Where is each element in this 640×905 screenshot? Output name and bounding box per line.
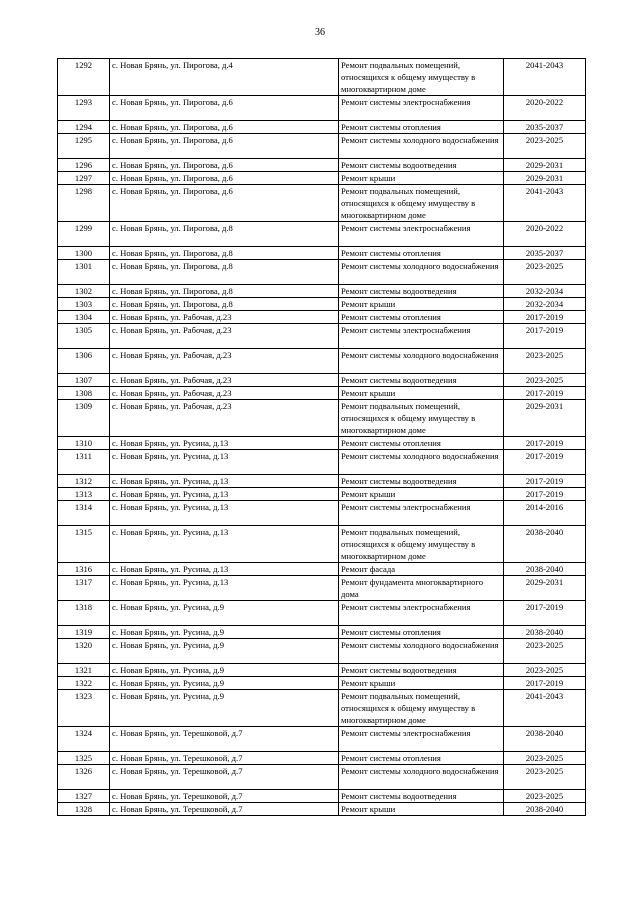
- address-cell: с. Новая Брянь, ул. Рабочая, д.23: [110, 400, 339, 437]
- table-row: [58, 159, 586, 172]
- work-type-cell: Ремонт системы электроснабжения: [339, 96, 504, 121]
- row-number: 1328: [58, 803, 110, 816]
- work-type-cell: Ремонт подвальных помещений, относящихся к общему имуществу в многоквартирном доме: [339, 400, 504, 437]
- row-number: 1314: [58, 501, 110, 526]
- period-cell: 2029-2031: [504, 159, 586, 172]
- table-row: [58, 349, 586, 374]
- row-number: 1294: [58, 121, 110, 134]
- address-cell: с. Новая Брянь, ул. Пирогова, д.8: [110, 298, 339, 311]
- period-cell: 2023-2025: [504, 260, 586, 285]
- period-cell: 2014-2016: [504, 501, 586, 526]
- work-type-cell: Ремонт крыши: [339, 172, 504, 185]
- period-cell: 2038-2040: [504, 626, 586, 639]
- row-number: 1307: [58, 374, 110, 387]
- row-number: 1313: [58, 488, 110, 501]
- address-cell: с. Новая Брянь, ул. Русина, д.9: [110, 690, 339, 727]
- address-cell: с. Новая Брянь, ул. Терешковой, д.7: [110, 765, 339, 790]
- period-cell: 2017-2019: [504, 475, 586, 488]
- row-number: 1310: [58, 437, 110, 450]
- period-cell: 2017-2019: [504, 324, 586, 349]
- address-cell: с. Новая Брянь, ул. Терешковой, д.7: [110, 790, 339, 803]
- period-cell: 2023-2025: [504, 752, 586, 765]
- row-number: 1304: [58, 311, 110, 324]
- work-type-cell: Ремонт системы водоотведения: [339, 790, 504, 803]
- table-row: [58, 664, 586, 677]
- row-number: 1303: [58, 298, 110, 311]
- work-type-cell: Ремонт крыши: [339, 387, 504, 400]
- table-row: [58, 185, 586, 222]
- work-type-cell: Ремонт системы отопления: [339, 311, 504, 324]
- period-cell: 2041-2043: [504, 690, 586, 727]
- row-number: 1325: [58, 752, 110, 765]
- work-type-cell: Ремонт системы отопления: [339, 121, 504, 134]
- work-type-cell: Ремонт крыши: [339, 488, 504, 501]
- table-row: [58, 298, 586, 311]
- work-type-cell: Ремонт системы отопления: [339, 626, 504, 639]
- period-cell: 2017-2019: [504, 437, 586, 450]
- period-cell: 2032-2034: [504, 298, 586, 311]
- period-cell: 2038-2040: [504, 727, 586, 752]
- address-cell: с. Новая Брянь, ул. Русина, д.13: [110, 563, 339, 576]
- period-cell: 2023-2025: [504, 790, 586, 803]
- work-type-cell: Ремонт фундамента многоквартирного дома: [339, 576, 504, 601]
- row-number: 1321: [58, 664, 110, 677]
- address-cell: с. Новая Брянь, ул. Терешковой, д.7: [110, 727, 339, 752]
- table-row: [58, 222, 586, 247]
- period-cell: 2038-2040: [504, 563, 586, 576]
- row-number: 1326: [58, 765, 110, 790]
- row-number: 1292: [58, 59, 110, 96]
- period-cell: 2023-2025: [504, 639, 586, 664]
- period-cell: 2038-2040: [504, 526, 586, 563]
- work-type-cell: Ремонт подвальных помещений, относящихся к общему имуществу в многоквартирном доме: [339, 59, 504, 96]
- table-row: [58, 639, 586, 664]
- work-type-cell: Ремонт системы водоотведения: [339, 159, 504, 172]
- table-row: [58, 626, 586, 639]
- period-cell: 2023-2025: [504, 765, 586, 790]
- address-cell: с. Новая Брянь, ул. Пирогова, д.6: [110, 172, 339, 185]
- work-type-cell: Ремонт системы электроснабжения: [339, 601, 504, 626]
- period-cell: 2017-2019: [504, 601, 586, 626]
- table-row: [58, 601, 586, 626]
- work-type-cell: Ремонт системы электроснабжения: [339, 222, 504, 247]
- table-row: [58, 765, 586, 790]
- period-cell: 2023-2025: [504, 134, 586, 159]
- row-number: 1322: [58, 677, 110, 690]
- table-row: [58, 59, 586, 96]
- row-number: 1309: [58, 400, 110, 437]
- period-cell: 2029-2031: [504, 172, 586, 185]
- row-number: 1315: [58, 526, 110, 563]
- address-cell: с. Новая Брянь, ул. Пирогова, д.8: [110, 285, 339, 298]
- row-number: 1317: [58, 576, 110, 601]
- address-cell: с. Новая Брянь, ул. Русина, д.13: [110, 450, 339, 475]
- table-row: [58, 96, 586, 121]
- row-number: 1299: [58, 222, 110, 247]
- period-cell: 2023-2025: [504, 349, 586, 374]
- table-row: [58, 563, 586, 576]
- address-cell: с. Новая Брянь, ул. Терешковой, д.7: [110, 752, 339, 765]
- address-cell: с. Новая Брянь, ул. Русина, д.9: [110, 639, 339, 664]
- period-cell: 2017-2019: [504, 311, 586, 324]
- row-number: 1301: [58, 260, 110, 285]
- table-row: [58, 488, 586, 501]
- table-row: [58, 387, 586, 400]
- row-number: 1293: [58, 96, 110, 121]
- period-cell: 2023-2025: [504, 374, 586, 387]
- row-number: 1324: [58, 727, 110, 752]
- table-row: [58, 400, 586, 437]
- period-cell: 2017-2019: [504, 677, 586, 690]
- period-cell: 2032-2034: [504, 285, 586, 298]
- address-cell: с. Новая Брянь, ул. Русина, д.13: [110, 475, 339, 488]
- work-type-cell: Ремонт фасада: [339, 563, 504, 576]
- work-type-cell: Ремонт системы холодного водоснабжения: [339, 450, 504, 475]
- address-cell: с. Новая Брянь, ул. Пирогова, д.8: [110, 260, 339, 285]
- table-row: [58, 260, 586, 285]
- table-row: [58, 475, 586, 488]
- work-type-cell: Ремонт системы электроснабжения: [339, 727, 504, 752]
- period-cell: 2041-2043: [504, 185, 586, 222]
- table-row: [58, 690, 586, 727]
- period-cell: 2029-2031: [504, 400, 586, 437]
- address-cell: с. Новая Брянь, ул. Пирогова, д.8: [110, 247, 339, 260]
- address-cell: с. Новая Брянь, ул. Рабочая, д.23: [110, 387, 339, 400]
- address-cell: с. Новая Брянь, ул. Пирогова, д.6: [110, 96, 339, 121]
- address-cell: с. Новая Брянь, ул. Рабочая, д.23: [110, 324, 339, 349]
- work-type-cell: Ремонт крыши: [339, 677, 504, 690]
- work-type-cell: Ремонт системы холодного водоснабжения: [339, 349, 504, 374]
- address-cell: с. Новая Брянь, ул. Пирогова, д.6: [110, 121, 339, 134]
- work-type-cell: Ремонт системы электроснабжения: [339, 324, 504, 349]
- address-cell: с. Новая Брянь, ул. Русина, д.13: [110, 526, 339, 563]
- row-number: 1302: [58, 285, 110, 298]
- address-cell: с. Новая Брянь, ул. Русина, д.13: [110, 501, 339, 526]
- repair-schedule-table: [57, 58, 586, 816]
- address-cell: с. Новая Брянь, ул. Русина, д.9: [110, 664, 339, 677]
- table-row: [58, 172, 586, 185]
- work-type-cell: Ремонт системы холодного водоснабжения: [339, 639, 504, 664]
- table-row: [58, 285, 586, 298]
- period-cell: 2017-2019: [504, 387, 586, 400]
- table-row: [58, 374, 586, 387]
- period-cell: 2017-2019: [504, 450, 586, 475]
- address-cell: с. Новая Брянь, ул. Пирогова, д.6: [110, 185, 339, 222]
- row-number: 1327: [58, 790, 110, 803]
- row-number: 1295: [58, 134, 110, 159]
- row-number: 1300: [58, 247, 110, 260]
- page-number: 36: [315, 27, 325, 38]
- table-row: [58, 311, 586, 324]
- table-row: [58, 576, 586, 601]
- row-number: 1320: [58, 639, 110, 664]
- table-row: [58, 752, 586, 765]
- row-number: 1311: [58, 450, 110, 475]
- table-row: [58, 134, 586, 159]
- table-row: [58, 437, 586, 450]
- address-cell: с. Новая Брянь, ул. Русина, д.9: [110, 601, 339, 626]
- work-type-cell: Ремонт системы холодного водоснабжения: [339, 260, 504, 285]
- table-row: [58, 121, 586, 134]
- address-cell: с. Новая Брянь, ул. Русина, д.13: [110, 437, 339, 450]
- work-type-cell: Ремонт подвальных помещений, относящихся к общему имуществу в многоквартирном доме: [339, 526, 504, 563]
- row-number: 1298: [58, 185, 110, 222]
- address-cell: с. Новая Брянь, ул. Пирогова, д.6: [110, 159, 339, 172]
- row-number: 1323: [58, 690, 110, 727]
- row-number: 1297: [58, 172, 110, 185]
- work-type-cell: Ремонт системы электроснабжения: [339, 501, 504, 526]
- address-cell: с. Новая Брянь, ул. Рабочая, д.23: [110, 374, 339, 387]
- table-row: [58, 526, 586, 563]
- period-cell: 2035-2037: [504, 121, 586, 134]
- work-type-cell: Ремонт системы отопления: [339, 437, 504, 450]
- row-number: 1305: [58, 324, 110, 349]
- row-number: 1306: [58, 349, 110, 374]
- period-cell: 2035-2037: [504, 247, 586, 260]
- work-type-cell: Ремонт системы отопления: [339, 247, 504, 260]
- address-cell: с. Новая Брянь, ул. Рабочая, д.23: [110, 311, 339, 324]
- row-number: 1319: [58, 626, 110, 639]
- address-cell: с. Новая Брянь, ул. Русина, д.13: [110, 488, 339, 501]
- table-row: [58, 803, 586, 816]
- row-number: 1312: [58, 475, 110, 488]
- work-type-cell: Ремонт системы холодного водоснабжения: [339, 134, 504, 159]
- work-type-cell: Ремонт системы холодного водоснабжения: [339, 765, 504, 790]
- address-cell: с. Новая Брянь, ул. Русина, д.13: [110, 576, 339, 601]
- work-type-cell: Ремонт системы водоотведения: [339, 285, 504, 298]
- work-type-cell: Ремонт системы водоотведения: [339, 664, 504, 677]
- table-row: [58, 247, 586, 260]
- address-cell: с. Новая Брянь, ул. Рабочая, д.23: [110, 349, 339, 374]
- row-number: 1316: [58, 563, 110, 576]
- work-type-cell: Ремонт крыши: [339, 803, 504, 816]
- period-cell: 2023-2025: [504, 664, 586, 677]
- work-type-cell: Ремонт системы отопления: [339, 752, 504, 765]
- row-number: 1308: [58, 387, 110, 400]
- address-cell: с. Новая Брянь, ул. Пирогова, д.6: [110, 134, 339, 159]
- work-type-cell: Ремонт системы водоотведения: [339, 475, 504, 488]
- work-type-cell: Ремонт системы водоотведения: [339, 374, 504, 387]
- period-cell: 2038-2040: [504, 803, 586, 816]
- address-cell: с. Новая Брянь, ул. Терешковой, д.7: [110, 803, 339, 816]
- address-cell: с. Новая Брянь, ул. Пирогова, д.8: [110, 222, 339, 247]
- table-row: [58, 677, 586, 690]
- table-row: [58, 450, 586, 475]
- period-cell: 2020-2022: [504, 222, 586, 247]
- table-body: [58, 59, 586, 816]
- work-type-cell: Ремонт подвальных помещений, относящихся к общему имуществу в многоквартирном доме: [339, 185, 504, 222]
- table-row: [58, 790, 586, 803]
- address-cell: с. Новая Брянь, ул. Пирогова, д.4: [110, 59, 339, 96]
- table-row: [58, 324, 586, 349]
- work-type-cell: Ремонт подвальных помещений, относящихся к общему имуществу в многоквартирном доме: [339, 690, 504, 727]
- period-cell: 2041-2043: [504, 59, 586, 96]
- row-number: 1296: [58, 159, 110, 172]
- row-number: 1318: [58, 601, 110, 626]
- period-cell: 2017-2019: [504, 488, 586, 501]
- period-cell: 2029-2031: [504, 576, 586, 601]
- address-cell: с. Новая Брянь, ул. Русина, д.9: [110, 677, 339, 690]
- period-cell: 2020-2022: [504, 96, 586, 121]
- work-type-cell: Ремонт крыши: [339, 298, 504, 311]
- table-row: [58, 727, 586, 752]
- address-cell: с. Новая Брянь, ул. Русина, д.9: [110, 626, 339, 639]
- table-row: [58, 501, 586, 526]
